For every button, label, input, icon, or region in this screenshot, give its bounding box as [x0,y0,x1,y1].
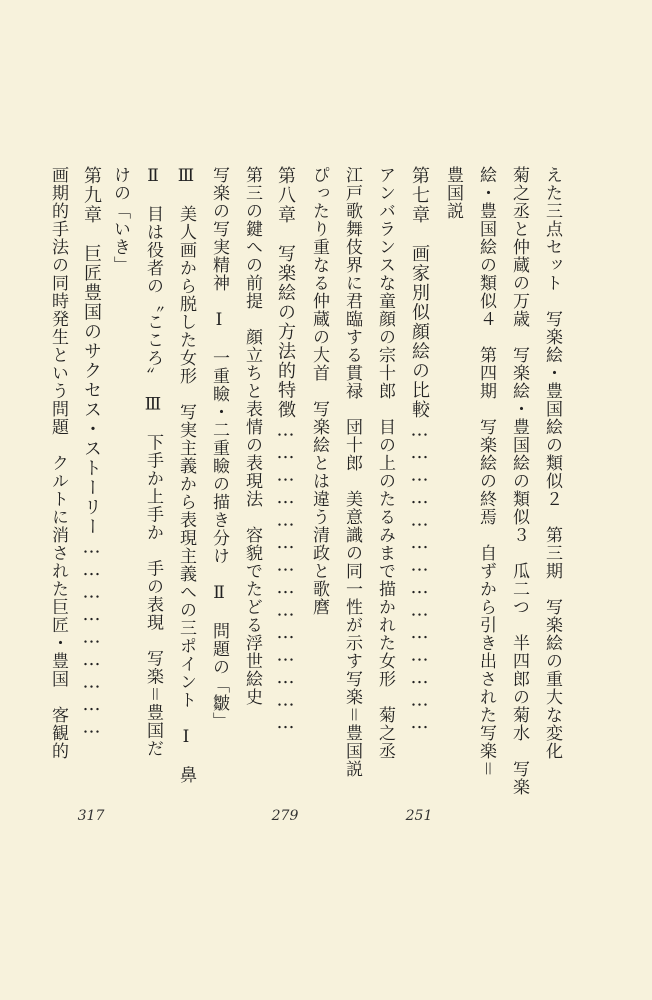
toc-line: 豊国説 [443,166,463,220]
chapter-heading[interactable]: 第八章 写楽絵の方法的特徴…………………………………… [275,166,296,735]
toc-line: 写楽の写実精神 Ⅰ 一重瞼・二重瞼の描き分け Ⅱ 問題の「皺」 [209,166,229,730]
toc-line: Ⅲ 美人画から脱した女形 写実主義から表現主義への三ポイント Ⅰ 鼻 [176,166,196,784]
toc-line: 画期的手法の同時発生という問題 クルトに消された巨匠・豊国 客観的 [48,166,68,760]
toc-line: 第三の鍵への前提 顔立ちと表情の表現法 容貌でたどる浮世絵史 [242,166,262,706]
toc-line: 江戸歌舞伎界に君臨する貫禄 団十郎 美意識の同一性が示す写楽＝豊国説 [342,166,362,778]
toc-line: 菊之丞と仲蔵の万歳 写楽絵・豊国絵の類似３ 瓜二つ 半四郎の菊水 写楽 [509,166,529,796]
page-number: 251 [405,808,433,824]
toc-line: 絵・豊国絵の類似４ 第四期 写楽絵の終焉 自ずから引き出された写楽＝ [476,166,496,778]
chapter-heading[interactable]: 第九章 巨匠豊国のサクセス・ストーリー……………………… [81,166,102,739]
toc-line: ぴったり重なる仲蔵の大首 写楽絵とは違う清政と歌麿 [309,166,329,616]
page-number: 279 [271,808,299,824]
toc-line: Ⅱ 目は役者の〝こころ〟 Ⅲ 下手か上手か 手の表現 写楽＝豊国だ [143,166,163,758]
toc-line: アンバランスな童顔の宗十郎 目の上のたるみまで描かれた女形 菊之丞 [375,166,395,760]
toc-line: えた三点セット 写楽絵・豊国絵の類似２ 第三期 写楽絵の重大な変化 [542,166,562,760]
chapter-heading[interactable]: 第七章 画家別似顔絵の比較…………………………………… [409,166,430,735]
toc-line: けの「いき」 [110,166,130,274]
page-number: 317 [77,808,105,824]
